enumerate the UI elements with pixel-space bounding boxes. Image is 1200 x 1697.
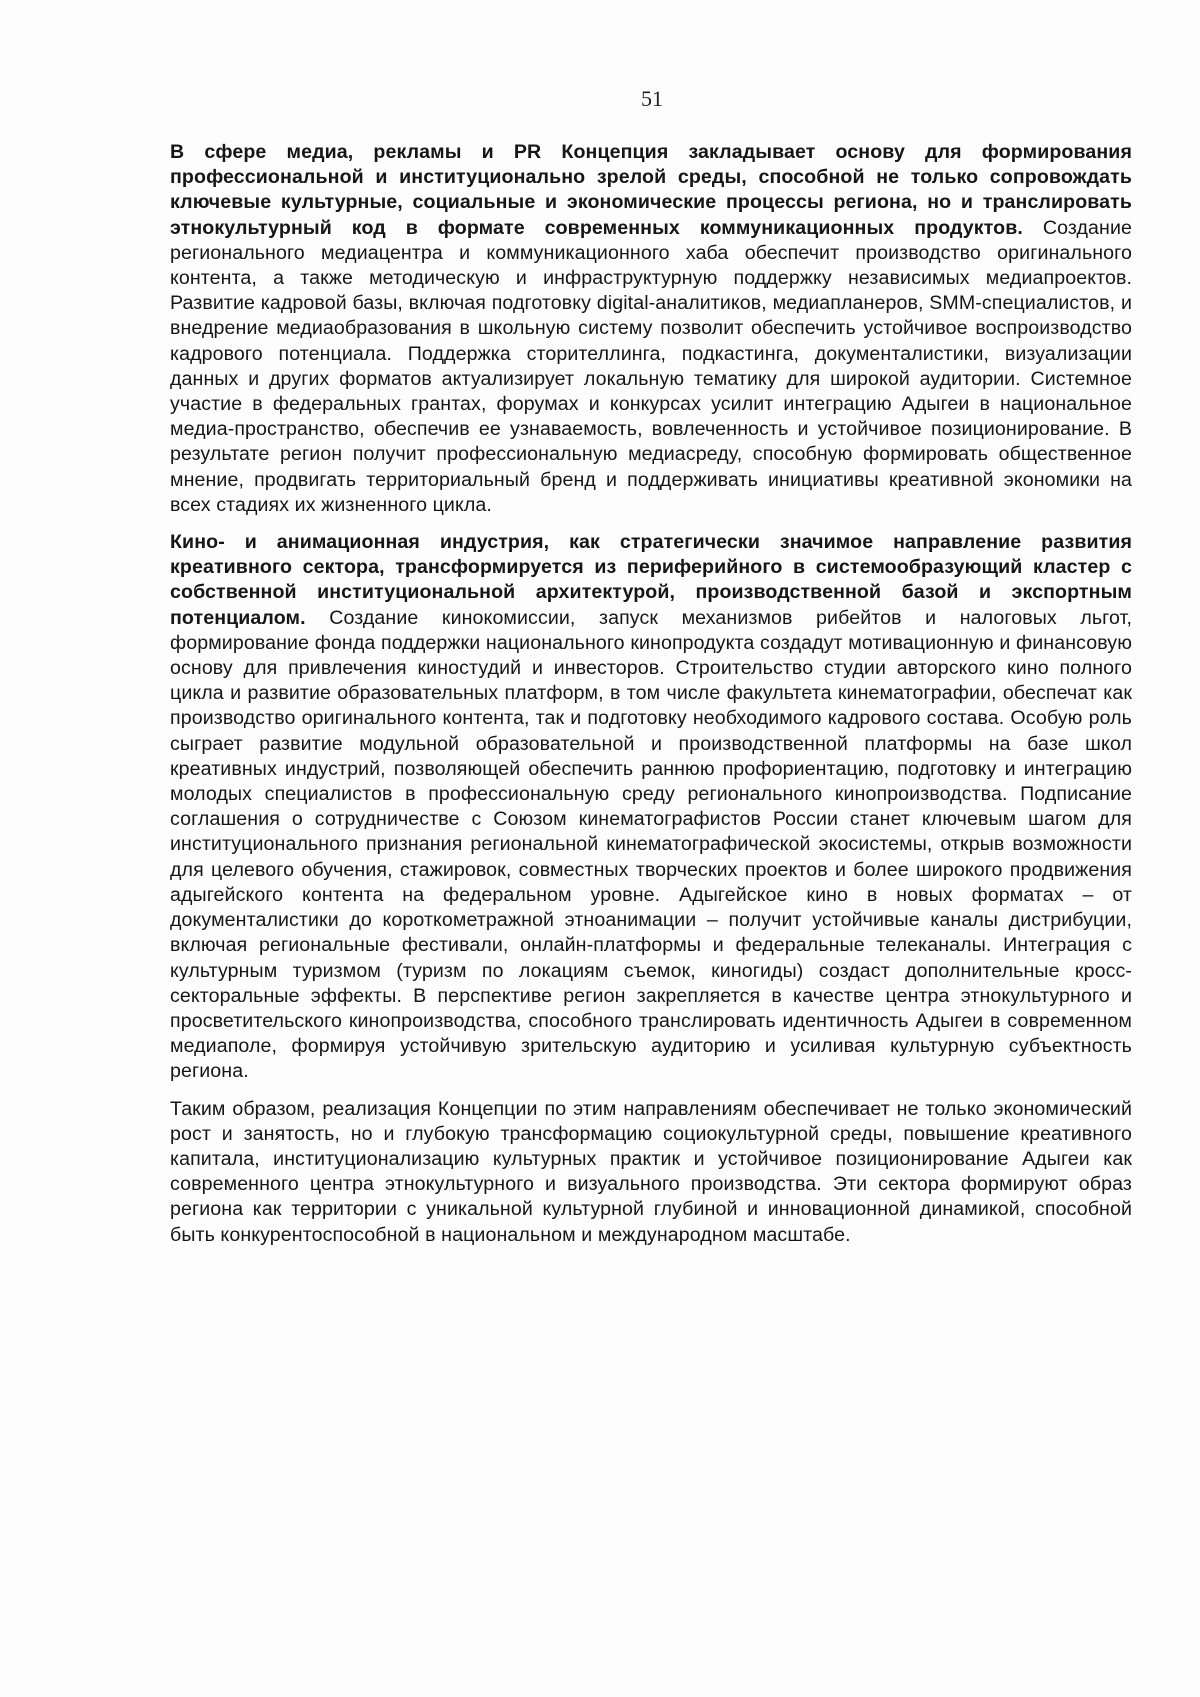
paragraph-conclusion bbox=[170, 1097, 1132, 1248]
page-number: 51 bbox=[641, 86, 663, 111]
paragraph-lead: Кино- и анимационная индустрия, как стратегически значимое направление развития креативного сектора, трансформируется из периферийного в системообразующий кластер с собственной институциональной архитектурой, производственной базой и экспортным потенциалом. bbox=[170, 531, 1132, 629]
paragraph-text: Таким образом, реализация Концепции по этим направлениям обеспечивает не только экономический рост и занятость, но и глубокую трансформацию социокультурной среды, повышение креативного капитала, институционализацию культурных практик и устойчивое позиционирование Адыгеи как современного центра этнокультурного и визуального производства. Эти сектора формируют образ региона как территории с уникальной культурной глубиной и инновационной динамикой, способной быть конкурентоспособной в национальном и международном масштабе. bbox=[170, 1097, 1132, 1246]
paragraph-media bbox=[170, 140, 1132, 518]
body-text bbox=[170, 140, 1132, 1260]
paragraph-text: Создание кинокомиссии, запуск механизмов рибейтов и налоговых льгот, формирование фонда поддержки национального кинопродукта создадут мотивационную и финансовую основу для привлечения киностудий и инвесторов. Строительство студии авторского кино полного цикла и развитие образовательных платформ, в том числе факультета кинематографии, обеспечат как производство оригинального контента, так и подготовку необходимого кадрового состава. Особую роль сыграет развитие модульной образовательной и производственной платформы на базе школ креативных индустрий, позволяющей обеспечить раннюю профориентацию, подготовку и интеграцию молодых специалистов в профессиональную среду регионального кинопроизводства. Подписание соглашения о сотрудничестве с Союзом кинематографистов России станет ключевым шагом для институционального признания региональной кинематографической экосистемы, открыв возможности для целевого обучения, стажировок, совместных творческих проектов и более широкого продвижения адыгейского контента на федеральном уровне. Адыгейское кино в новых форматах – от документалистики до короткометражной этноанимации – получит устойчивые каналы дистрибуции, включая региональные фестивали, онлайн-платформы и федеральные телеканалы. Интеграция с культурным туризмом (туризм по локациям съемок, киногиды) создаст дополнительные кросс-секторальные эффекты. В перспективе регион закрепляется в качестве центра этнокультурного и просветительского кинопроизводства, способного транслировать идентичность Адыгеи в современном медиаполе, формируя устойчивую зрительскую аудиторию и усиливая культурную субъектность региона. bbox=[170, 606, 1132, 1083]
paragraph-lead: В сфере медиа, рекламы и PR Концепция закладывает основу для формирования профессиональной и институционально зрелой среды, способной не только сопровождать ключевые культурные, социальные и экономические процессы региона, но и транслировать этнокультурный код в формате современных коммуникационных продуктов. bbox=[170, 141, 1132, 239]
paragraph-cinema bbox=[170, 530, 1132, 1084]
paragraph-text: Создание регионального медиацентра и коммуникационного хаба обеспечит производство оригинального контента, а также методическую и инфраструктурную поддержку независимых медиапроектов. Развитие кадровой базы, включая подготовку digital-аналитиков, медиапланеров, SMM-специалистов, и внедрение медиаобразования в школьную систему позволит обеспечить устойчивое воспроизводство кадрового потенциала. Поддержка сторителлинга, подкастинга, документалистики, визуализации данных и других форматов актуализирует локальную тематику для широкой аудитории. Системное участие в федеральных грантах, форумах и конкурсах усилит интеграцию Адыгеи в национальное медиа-пространство, обеспечив ее узнаваемость, вовлеченность и устойчивое позиционирование. В результате регион получит профессиональную медиасреду, способную формировать общественное мнение, продвигать территориальный бренд и поддерживать инициативы креативной экономики на всех стадиях их жизненного цикла. bbox=[170, 216, 1133, 516]
